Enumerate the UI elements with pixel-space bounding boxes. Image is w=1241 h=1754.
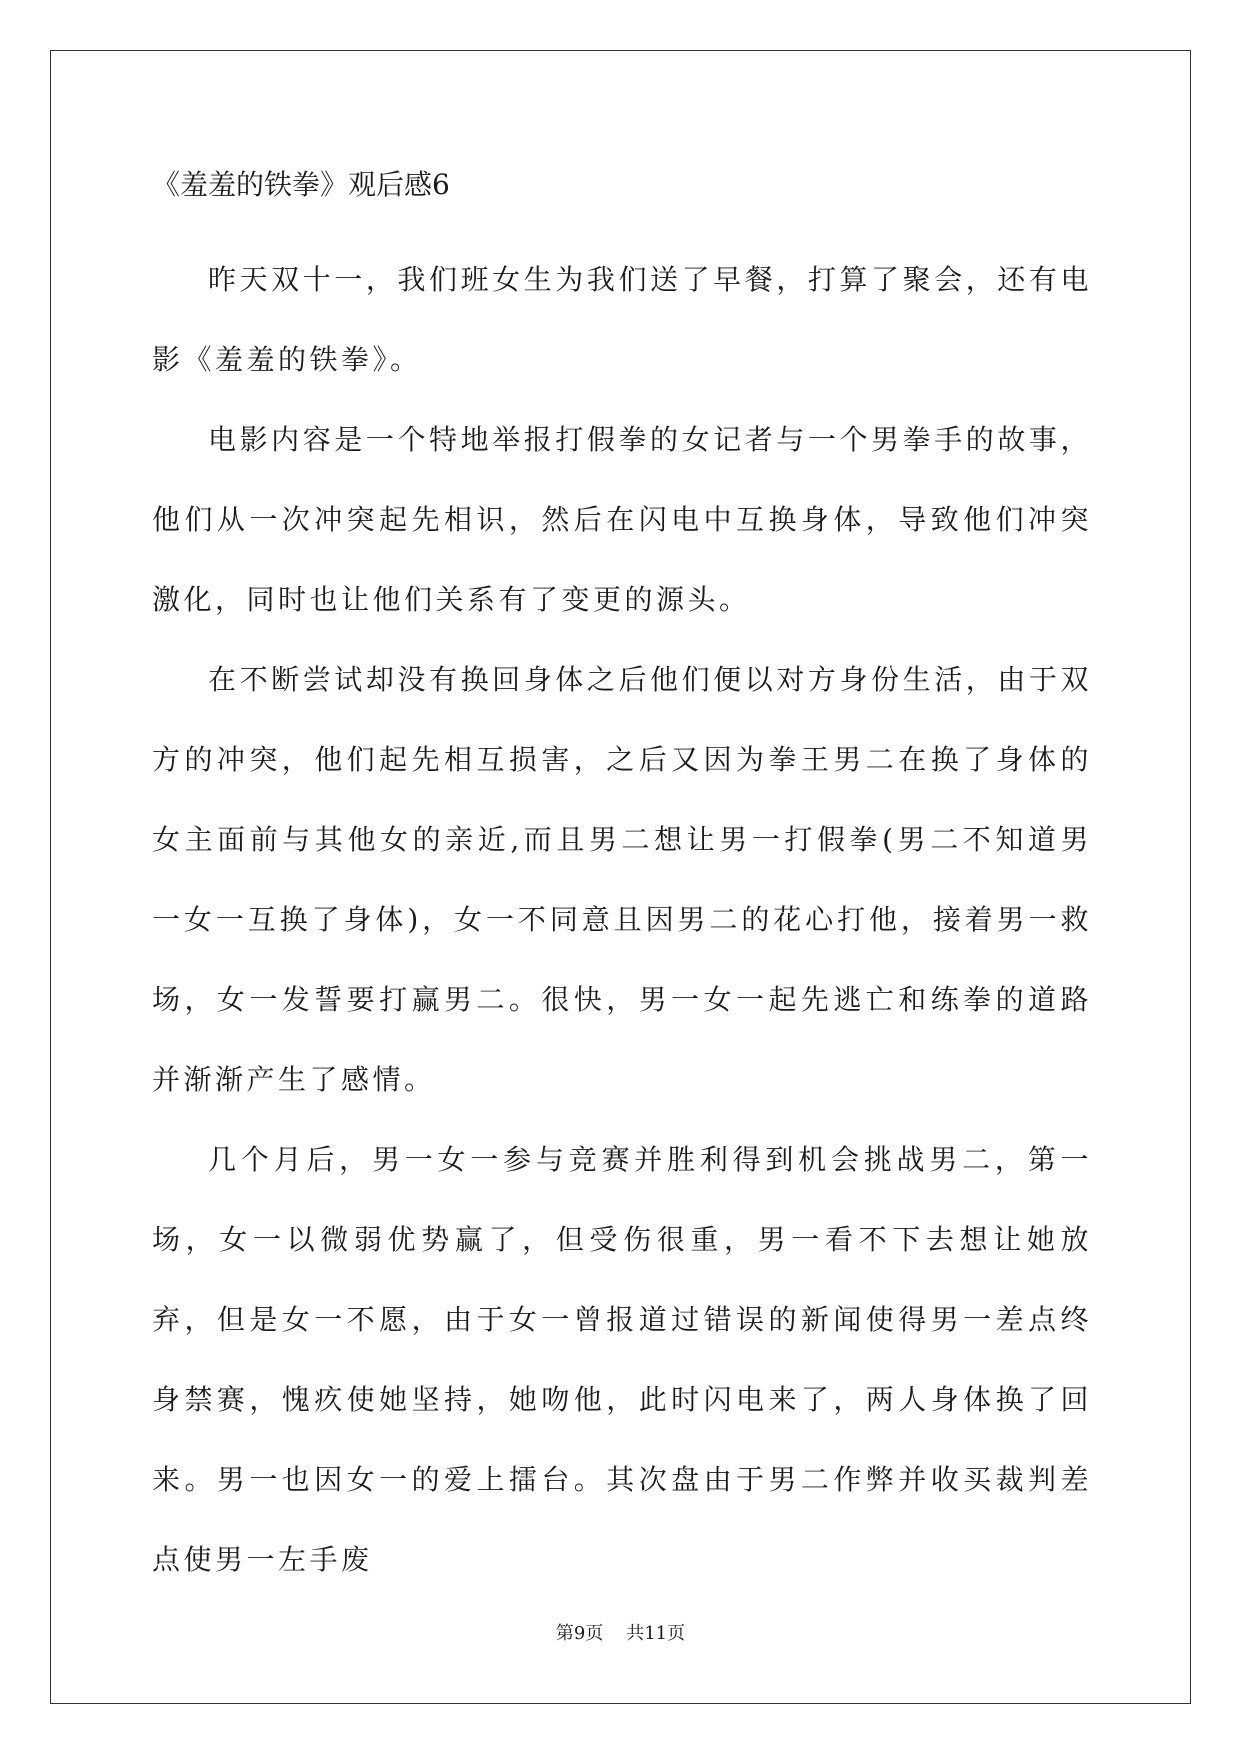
paragraph-1: 昨天双十一，我们班女生为我们送了早餐，打算了聚会，还有电影《羞羞的铁拳》。	[152, 263, 1092, 376]
page-total: 共11页	[626, 1623, 686, 1644]
document-body	[152, 160, 1092, 1600]
paragraph-4: 几个月后，男一女一参与竞赛并胜利得到机会挑战男二，第一场，女一以微弱优势赢了，但受伤很重，男一看不下去想让她放弃，但是女一不愿，由于女一曾报道过错误的新闻使得男一差点终身禁赛，愧疚使她坚持，她吻他，此时闪电来了，两人身体换了回来。男一也因女一的爱上擂台。其次盘由于男二作弊并收买裁判差点使男一左手废	[152, 1143, 1092, 1576]
document-title: 《羞羞的铁拳》观后感6	[152, 168, 450, 201]
footer-spacer	[603, 1623, 626, 1644]
paragraph-3: 在不断尝试却没有换回身体之后他们便以对方身份生活，由于双方的冲突，他们起先相互损害，之后又因为拳王男二在换了身体的女主面前与其他女的亲近,而且男二想让男一打假拳(男二不知道男一女一互换了身体)，女一不同意且因男二的花心打他，接着男一救场，女一发誓要打赢男二。很快，男一女一起先逃亡和练拳的道路并渐渐产生了感情。	[152, 663, 1092, 1096]
paragraph-2: 电影内容是一个特地举报打假拳的女记者与一个男拳手的故事，他们从一次冲突起先相识，然后在闪电中互换身体，导致他们冲突激化，同时也让他们关系有了变更的源头。	[152, 423, 1092, 616]
page-number: 第9页	[555, 1623, 604, 1644]
page-footer	[0, 1622, 1241, 1646]
